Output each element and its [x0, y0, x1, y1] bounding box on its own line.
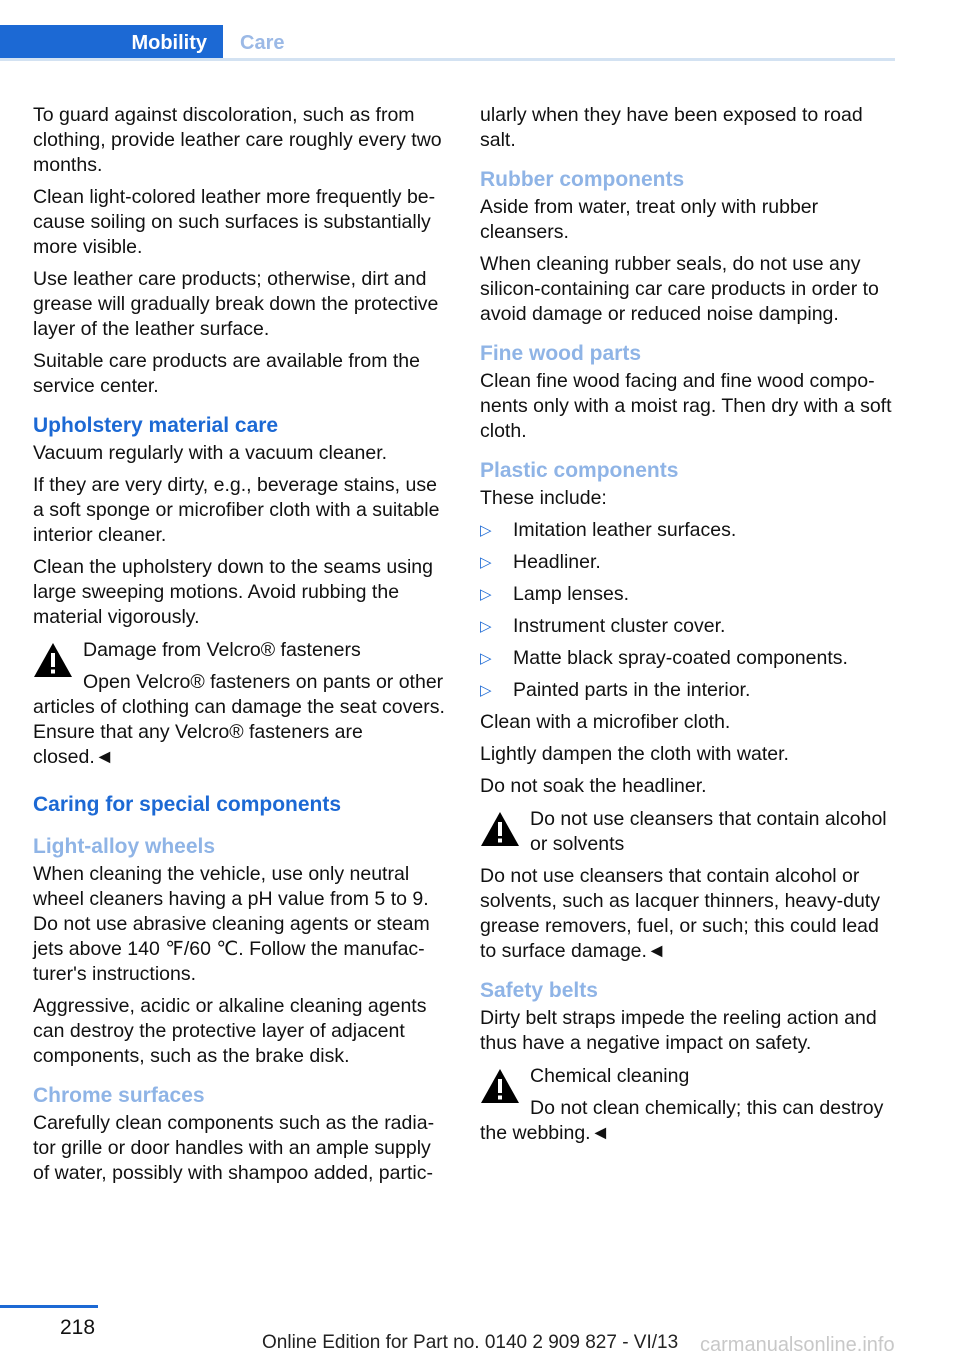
paragraph: Aside from water, treat only with rubber cleansers.: [480, 196, 819, 243]
paragraph: Clean fine wood facing and fine wood components only with a moist rag. Then dry with a soft cloth.: [480, 370, 892, 442]
bullet-list: [480, 518, 895, 703]
paragraph: These include:: [480, 487, 607, 509]
paragraph: Clean the upholstery down to the seams using large sweeping motions. Avoid rubbing the material vigorously.: [33, 556, 433, 628]
bullet-arrow-icon: ▷: [480, 554, 492, 571]
warning-triangle-icon: [480, 811, 520, 847]
warning-note: [480, 807, 895, 964]
section-heading-special: Caring for special components: [33, 793, 342, 816]
paragraph: Use leather care products; otherwise, dirt and grease will gradually break down the protective layer of the leather surface.: [33, 268, 439, 340]
right-column: [480, 103, 895, 1156]
watermark: carmanualsonline.info: [700, 1334, 895, 1356]
header-bar: [0, 25, 895, 61]
paragraph: If they are very dirty, e.g., beverage stains, use a soft sponge or microfiber cloth with a suitable interior cleaner.: [33, 474, 440, 546]
warning-body: Do not clean chemically; this can destroy the webbing.◄: [480, 1097, 884, 1144]
footer-accent-line: [0, 1305, 98, 1308]
list-item: ▷ Imitation leather surfaces.: [480, 519, 737, 541]
bullet-arrow-icon: ▷: [480, 586, 492, 603]
subheading-belts: Safety belts: [480, 979, 598, 1002]
edition-text: Online Edition for Part no. 0140 2 909 827 - VI/13: [262, 1332, 679, 1353]
paragraph: ularly when they have been exposed to road salt.: [480, 104, 863, 151]
list-item: ▷ Matte black spray-coated components.: [480, 647, 848, 669]
warning-body: Open Velcro® fasteners on pants or other articles of clothing can damage the seat covers. Ensure that any Velcro® fasteners are closed.◄: [33, 671, 445, 768]
bullet-arrow-icon: ▷: [480, 522, 492, 539]
paragraph: When cleaning rubber seals, do not use any silicon-containing car care products in order to avoid damage or reduced noise damping.: [480, 253, 879, 325]
warning-title: Do not use cleansers that contain alcohol or solvents: [530, 808, 887, 855]
bullet-arrow-icon: ▷: [480, 618, 492, 635]
warning-title: Chemical cleaning: [530, 1065, 690, 1087]
list-item: ▷ Headliner.: [480, 551, 601, 573]
paragraph: To guard against discoloration, such as from clothing, provide leather care roughly every two months.: [33, 104, 442, 176]
header-divider: [0, 58, 895, 61]
paragraph: Dirty belt straps impede the reeling action and thus have a negative impact on safety.: [480, 1007, 877, 1054]
subheading-wood: Fine wood parts: [480, 342, 642, 365]
paragraph: Clean with a microfiber cloth.: [480, 711, 731, 733]
paragraph: Carefully clean components such as the radiator grille or door handles with an ample supply of water, possibly with shampoo added, partic-: [33, 1112, 435, 1184]
paragraph: Vacuum regularly with a vacuum cleaner.: [33, 442, 388, 464]
warning-note: [33, 638, 447, 770]
warning-triangle-icon: [33, 642, 73, 678]
subheading-wheels: Light-alloy wheels: [33, 835, 216, 858]
page-number: 218: [60, 1316, 96, 1339]
paragraph: Clean light-colored leather more frequently because soiling on such surfaces is substantially more visible.: [33, 186, 436, 258]
left-column: [33, 103, 447, 1193]
list-item: ▷ Instrument cluster cover.: [480, 615, 726, 637]
paragraph: Do not soak the headliner.: [480, 775, 707, 797]
tab-mobility[interactable]: Mobility: [0, 25, 223, 61]
paragraph: When cleaning the vehicle, use only neutral wheel cleaners having a pH value from 5 to 9. Do not use abrasive cleaning agents or steam jets above 140 ℉/60 ℃. Follow the manufacturer's instructions.: [33, 863, 430, 985]
paragraph: Lightly dampen the cloth with water.: [480, 743, 789, 765]
subheading-rubber: Rubber components: [480, 168, 685, 191]
list-item: ▷ Lamp lenses.: [480, 583, 629, 605]
paragraph: Suitable care products are available from the service center.: [33, 350, 420, 397]
bullet-arrow-icon: ▷: [480, 650, 492, 667]
warning-body: Do not use cleansers that contain alcohol or solvents, such as lacquer thinners, heavy-duty grease removers, fuel, or such; this could lead to surface damage.◄: [480, 865, 880, 962]
subheading-chrome: Chrome surfaces: [33, 1084, 205, 1107]
section-heading-upholstery: Upholstery material care: [33, 414, 279, 437]
list-item: ▷ Painted parts in the interior.: [480, 679, 751, 701]
paragraph: Aggressive, acidic or alkaline cleaning agents can destroy the protective layer of adjacent components, such as the brake disk.: [33, 995, 427, 1067]
warning-note: [480, 1064, 895, 1146]
subheading-plastic: Plastic components: [480, 459, 679, 482]
bullet-arrow-icon: ▷: [480, 682, 492, 699]
warning-triangle-icon: [480, 1068, 520, 1104]
warning-title: Damage from Velcro® fasteners: [83, 639, 361, 661]
tab-care[interactable]: Care: [240, 31, 285, 54]
